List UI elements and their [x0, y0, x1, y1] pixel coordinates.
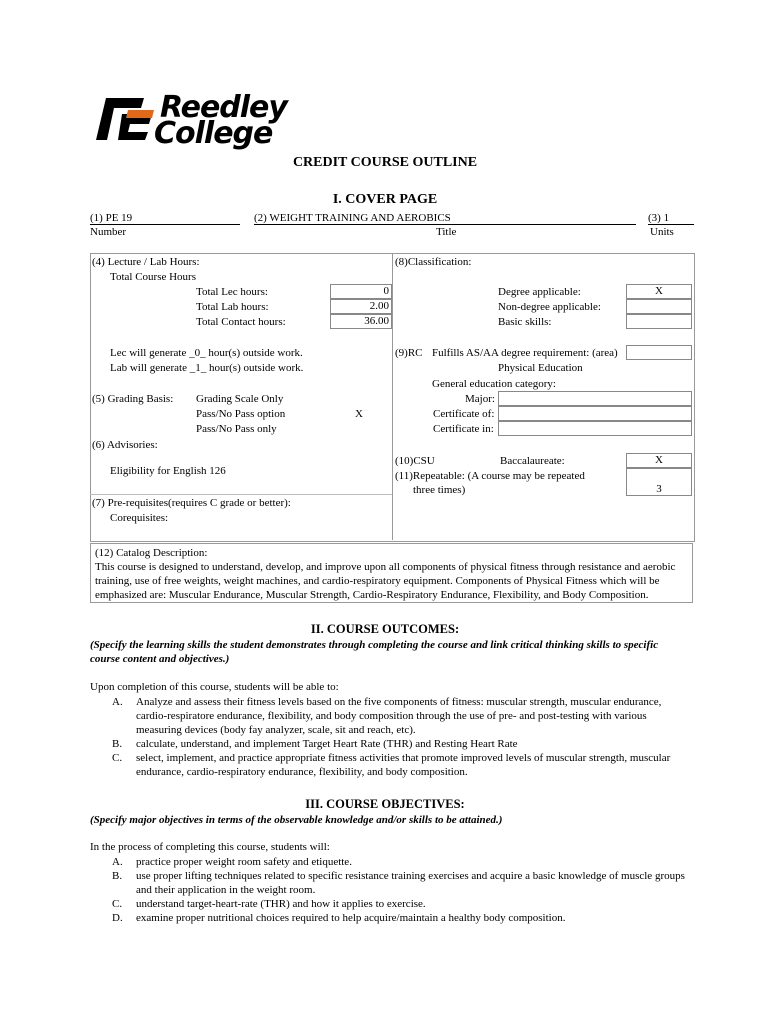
objectives-intro: In the process of completing this course, students will: — [90, 841, 330, 853]
csu-label: (10)CSU — [395, 455, 435, 467]
list-item — [112, 911, 712, 925]
reedley-college-logo — [92, 90, 312, 150]
list-item-line: practice proper weight room safety and etiquette. — [136, 856, 352, 868]
logo-line-1: Reedley — [160, 90, 287, 125]
list-item-line: endurance, cardio-respiratory endurance, flexibility, and body composition. — [136, 766, 468, 778]
objectives-instructions: (Specify major objectives in terms of the observable knowledge and/or skills to be attained.) — [90, 814, 503, 826]
advisories-value: Eligibility for English 126 — [110, 465, 226, 477]
catalog-description — [90, 543, 693, 603]
major-label: Major: — [465, 393, 495, 405]
list-item — [112, 751, 712, 779]
course-title: (2) WEIGHT TRAINING AND AEROBICS — [254, 212, 451, 224]
logo-line-2: College — [154, 116, 273, 151]
list-item-line: understand target-heart-rate (THR) and how it applies to exercise. — [136, 898, 426, 910]
repeatable-value: 3 — [626, 468, 692, 496]
fulfills-label: Fulfills AS/AA degree requirement: (area) — [432, 347, 618, 359]
units-value: (3) 1 — [648, 212, 670, 224]
cert-in-box — [498, 421, 692, 436]
degree-applicable-label: Degree applicable: — [498, 286, 581, 298]
list-item-line: cardio-respiratore endurance, flexibility, and body composition through the use of pre- and post-testing with various — [136, 710, 647, 722]
outcomes-instr-line-1: (Specify the learning skills the student demonstrates through completing the course and link critical thinking skills to specific — [90, 639, 659, 651]
list-item-line: examine proper nutritional choices required to help acquire/maintain a healthy body composition. — [136, 912, 566, 924]
coreq-label: Corequisites: — [110, 512, 169, 524]
nondegree-label: Non-degree applicable: — [498, 301, 601, 313]
list-item-line: use proper lifting techniques related to specific resistance training exercises and acquire a basic knowledge of muscle groups — [136, 870, 685, 882]
advisories-heading: (6) Advisories: — [92, 439, 158, 451]
rc-area: Physical Education — [498, 362, 583, 374]
lab-hours-value: 2.00 — [330, 299, 392, 314]
list-item-letter: D. — [112, 912, 123, 924]
rc-label: (9)RC — [395, 347, 423, 359]
total-course-hours: Total Course Hours — [110, 271, 196, 283]
outcomes-instructions — [90, 638, 658, 666]
outcomes-instr-line-2: course content and objectives.) — [90, 653, 230, 665]
list-item-line: Analyze and assess their fitness levels based on the five components of fitness: muscular strength, muscular endurance, — [136, 696, 662, 708]
course-number: (1) PE 19 — [90, 212, 133, 224]
cert-of-label: Certificate of: — [433, 408, 495, 420]
catalog-line-2: training, use of free weights, weight machines, and cardio-respiratory equipment. Components of Physical Fitness which will be — [95, 575, 660, 587]
repeatable-line-1: (11)Repeatable: (A course may be repeated — [395, 470, 585, 482]
units-field — [648, 212, 694, 225]
list-item — [112, 855, 712, 869]
nondegree-box — [626, 299, 692, 314]
section-title: I. COVER PAGE — [332, 192, 438, 207]
lec-hours-value: 0 — [330, 284, 392, 299]
page-title: CREDIT COURSE OUTLINE — [292, 155, 478, 170]
outcomes-list — [112, 695, 712, 779]
list-item-line: select, implement, and practice appropriate fitness activities that promote improved levels of muscular strength, muscular — [136, 752, 671, 764]
course-number-field — [90, 212, 240, 225]
title-label: Title — [436, 226, 457, 238]
list-item-line: measuring devices (body fay analyzer, scale, sit and reach, etc). — [136, 724, 416, 736]
contact-hours-label: Total Contact hours: — [196, 316, 286, 328]
repeatable-line-2: three times) — [413, 484, 466, 496]
grading-opt-scale: Grading Scale Only — [196, 393, 284, 405]
hours-heading: (4) Lecture / Lab Hours: — [92, 256, 200, 268]
list-item-letter: A. — [112, 696, 123, 708]
degree-applicable-mark: X — [626, 284, 692, 299]
lab-hours-label: Total Lab hours: — [196, 301, 269, 313]
units-label: Units — [650, 226, 674, 238]
list-item — [112, 695, 712, 737]
prereq-heading: (7) Pre-requisites(requires C grade or better): — [92, 497, 291, 509]
list-item-letter: B. — [112, 870, 123, 882]
cover-table-divider — [392, 253, 393, 540]
list-item — [112, 737, 712, 751]
ge-category-label: General education category: — [432, 378, 556, 390]
grading-opt-pnp-only: Pass/No Pass only — [196, 423, 277, 435]
major-box — [498, 391, 692, 406]
catalog-line-1: This course is designed to understand, develop, and improve upon all components of physical fitness through resistance and aerobic — [95, 561, 676, 573]
grading-pnp-option-mark: X — [355, 408, 363, 420]
basic-skills-label: Basic skills: — [498, 316, 552, 328]
cert-in-label: Certificate in: — [433, 423, 494, 435]
baccalaureate-label: Baccalaureate: — [500, 455, 565, 467]
lab-outside-work: Lab will generate _1_ hour(s) outside work. — [110, 362, 304, 374]
outcomes-title: II. COURSE OUTCOMES: — [310, 622, 460, 636]
lec-hours-label: Total Lec hours: — [196, 286, 268, 298]
list-item-line: and their application in the weight room. — [136, 884, 316, 896]
list-item-letter: C. — [112, 898, 123, 910]
objectives-list — [112, 855, 712, 925]
classification-heading: (8)Classification: — [395, 256, 472, 268]
baccalaureate-mark: X — [626, 453, 692, 468]
catalog-heading: (12) Catalog Description: — [95, 547, 208, 559]
basic-skills-box — [626, 314, 692, 329]
course-title-field — [254, 212, 636, 225]
grading-heading: (5) Grading Basis: — [92, 393, 174, 405]
number-label: Number — [90, 226, 127, 238]
outcomes-intro: Upon completion of this course, students will be able to: — [90, 681, 339, 693]
cert-of-box — [498, 406, 692, 421]
catalog-line-3: emphasized are: Muscular Endurance, Muscular Strength, Cardio-Respiratory Endurance, Flexibility, and Body Composition. — [95, 589, 649, 601]
objectives-title: III. COURSE OBJECTIVES: — [305, 797, 465, 811]
lec-outside-work: Lec will generate _0_ hour(s) outside work. — [110, 347, 303, 359]
contact-hours-value: 36.00 — [330, 314, 392, 329]
list-item-letter: C. — [112, 752, 123, 764]
list-item-letter: A. — [112, 856, 123, 868]
list-item-line: calculate, understand, and implement Target Heart Rate (THR) and Resting Heart Rate — [136, 738, 518, 750]
divider — [90, 494, 392, 495]
list-item — [112, 897, 712, 911]
list-item — [112, 869, 712, 897]
grading-opt-pnp-option: Pass/No Pass option — [196, 408, 286, 420]
fulfills-box — [626, 345, 692, 360]
list-item-letter: B. — [112, 738, 123, 750]
